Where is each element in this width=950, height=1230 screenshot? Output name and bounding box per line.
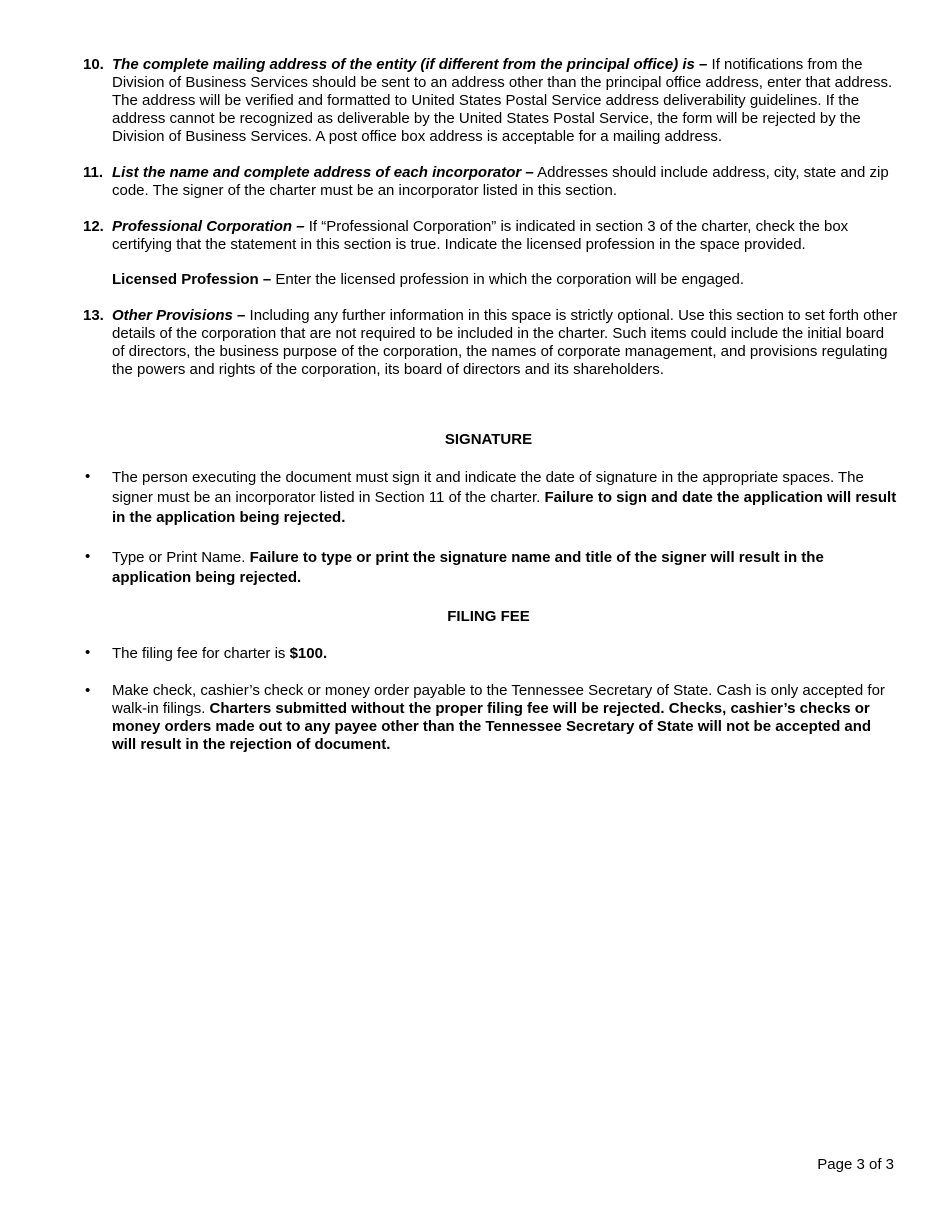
signature-bullet-2: [83, 548, 898, 588]
instruction-item-11: [83, 164, 898, 200]
fee-amount: $100.: [289, 645, 328, 662]
item-number: 10.: [83, 56, 104, 73]
licensed-profession-label: Licensed Profession –: [112, 271, 272, 288]
item-text: Addresses should include address, city, state and zip code. The signer of the charter must be an incorporator listed in this section.: [112, 164, 889, 199]
licensed-profession-note: [83, 271, 898, 289]
item-title: Professional Corporation –: [112, 218, 305, 235]
filing-fee-bullet-1: [83, 644, 898, 664]
filing-fee-heading: FILING FEE: [447, 608, 530, 625]
bullet-icon: •: [85, 644, 91, 661]
instruction-item-10: [83, 56, 898, 146]
item-title: List the name and complete address of each incorporator –: [112, 164, 534, 181]
signature-heading: SIGNATURE: [444, 431, 533, 448]
item-text: If notifications from the Division of Business Services should be sent to an address other than the principal office address, enter that address. The address will be verified and formatted to United States Postal Service address deliverability guidelines. If the address cannot be recognized as deliverable by the United States Postal Service, the form will be rejected by the Division of Business Services. A post office box address is acceptable for a mailing address.: [112, 56, 893, 145]
instruction-item-12: [83, 218, 898, 254]
item-number: 11.: [83, 164, 104, 181]
instruction-item-13: [83, 307, 898, 379]
signature-bullet-1: [83, 468, 898, 528]
item-text: Including any further information in this space is strictly optional. Use this section to set forth other details of the corporation that are not required to be included in the charter. Such items could include the initial board of directors, the business purpose of the corporation, the names of corporate management, and provisions regulating the powers and rights of the corporation, its board of directors and its shareholders.: [112, 307, 898, 378]
bullet-bold-text: Failure to sign and date the application will result in the application being rejected.: [112, 489, 897, 526]
bullet-bold-text: Charters submitted without the proper filing fee will be rejected. Checks, cashier’s checks or money orders made out to any payee other than the Tennessee Secretary of State will not be accepted and will result in the rejection of document.: [112, 700, 872, 753]
item-number: 12.: [83, 218, 104, 235]
bullet-icon: •: [85, 682, 91, 699]
licensed-profession-text: Enter the licensed profession in which the corporation will be engaged.: [271, 271, 745, 288]
item-title: The complete mailing address of the entity (if different from the principal office) is –: [112, 56, 708, 73]
bullet-text: The filing fee for charter is: [112, 645, 290, 662]
bullet-text: Type or Print Name.: [112, 549, 250, 566]
bullet-bold-text: Failure to type or print the signature name and title of the signer will result in the application being rejected.: [112, 549, 824, 586]
item-title: Other Provisions –: [112, 307, 246, 324]
bullet-icon: •: [85, 548, 91, 565]
filing-fee-bullet-2: [83, 682, 898, 754]
item-number: 13.: [83, 307, 104, 324]
item-text: If “Professional Corporation” is indicated in section 3 of the charter, check the box certifying that the statement in this section is true. Indicate the licensed profession in the space provided.: [112, 218, 849, 253]
bullet-text: The person executing the document must sign it and indicate the date of signature in the appropriate spaces. The signer must be an incorporator listed in Section 11 of the charter.: [112, 469, 864, 506]
bullet-icon: •: [85, 468, 91, 485]
bullet-text: Make check, cashier’s check or money order payable to the Tennessee Secretary of State. Cash is only accepted for walk-in filings.: [112, 682, 885, 717]
page-number: Page 3 of 3: [817, 1156, 894, 1173]
